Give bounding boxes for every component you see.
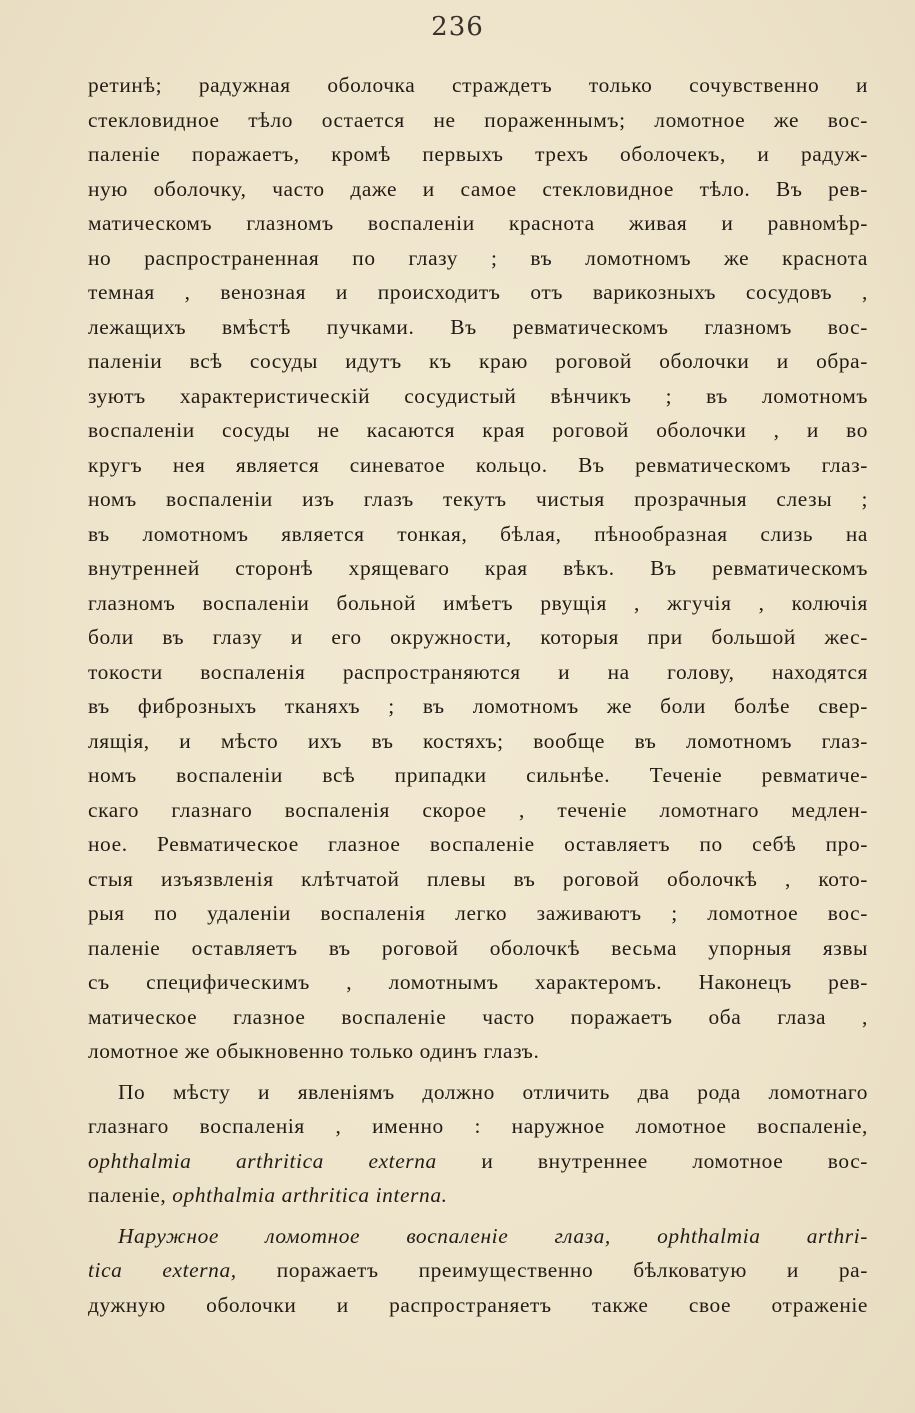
text-line: номъ воспаленіи всѣ припадки сильнѣе. Теченіе ревматиче-: [88, 763, 868, 787]
text-line: стыя изъязвленія клѣтчатой плевы въ роговой оболочкѣ , кото-: [88, 866, 868, 891]
text-line: ломотное же обыкновенно только одинъ глазъ.: [88, 1039, 540, 1063]
text-line: номъ воспаленіи изъ глазъ текутъ чистыя прозрачныя слезы ;: [88, 487, 868, 511]
text-line: ретинѣ; радужная оболочка страждетъ только сочувственно и: [88, 73, 868, 97]
text-segment: и внутреннее ломотное вос-: [436, 1148, 869, 1173]
text-line: токости воспаленія распространяются и на голову, находятся: [88, 659, 868, 684]
text-line: паленіи всѣ сосуды идутъ къ краю роговой оболочки и обра-: [88, 349, 868, 373]
text-line: въ фиброзныхъ тканяхъ ; въ ломотномъ же боли болѣе свер-: [88, 694, 868, 718]
text-line: матическомъ глазномъ воспаленіи краснота живая и равномѣр-: [88, 211, 868, 235]
text-line: ную оболочку, часто даже и самое стекловидное тѣло. Въ рев-: [88, 176, 868, 201]
text-line: кругъ нея является синеватое кольцо. Въ ревматическомъ глаз-: [88, 452, 868, 477]
text-line: лящія, и мѣсто ихъ въ костяхъ; вообще въ ломотномъ глаз-: [88, 728, 868, 753]
text-line: рыя по удаленіи воспаленія легко заживаютъ ; ломотное вос-: [88, 901, 868, 925]
text-line: [88, 1178, 868, 1213]
text-segment: паленіе,: [88, 1183, 173, 1207]
text-segment: поражаетъ преимущественно бѣлковатую и ра-: [236, 1258, 868, 1282]
text-line: По мѣсту и явленіямъ должно отличить два рода ломотнаго: [118, 1079, 868, 1104]
text-line: [88, 1144, 868, 1179]
text-line: глазномъ воспаленіи больной имѣетъ рвущія , жгучія , колючія: [88, 590, 868, 615]
text-line: глазнаго воспаленія , именно : наружное ломотное воспаленіе,: [88, 1114, 868, 1138]
paragraph-2: [88, 1075, 868, 1213]
text-line: воспаленіи сосуды не касаются края роговой оболочки , и во: [88, 418, 868, 442]
text-line: съ специфическимъ , ломотнымъ характеромъ. Наконецъ рев-: [88, 970, 868, 994]
text-line: въ ломотномъ является тонкая, бѣлая, пѣнообразная слизь на: [88, 521, 868, 546]
latin-term: tica externa,: [88, 1258, 237, 1282]
text-line: матическое глазное воспаленіе часто поражаетъ оба глаза ,: [88, 1004, 868, 1029]
page-number: 236: [431, 12, 484, 42]
text-line: ное. Ревматическое глазное воспаленіе оставляетъ по себѣ про-: [88, 832, 868, 856]
text-line: паленіе оставляетъ въ роговой оболочкѣ весьма упорныя язвы: [88, 935, 868, 960]
text-line: но распространенная по глазу ; въ ломотномъ же краснота: [88, 245, 868, 270]
paragraph-1: [88, 68, 868, 1069]
paragraph-3: [88, 1219, 868, 1323]
section-heading-line: Наружное ломотное воспаленіе глаза, ophthalmia arthri-: [118, 1223, 868, 1248]
text-line: темная , венозная и происходитъ отъ варикозныхъ сосудовъ ,: [88, 280, 868, 304]
text-line: дужную оболочки и распространяетъ также свое отраженіе: [88, 1292, 868, 1317]
text-line: боли въ глазу и его окружности, которыя при большой жес-: [88, 625, 868, 649]
text-line: зуютъ характеристическій сосудистый вѣнчикъ ; въ ломотномъ: [88, 383, 868, 408]
text-line: паленіе поражаетъ, кромѣ первыхъ трехъ оболочекъ, и радуж-: [88, 142, 868, 166]
latin-term: ophthalmia arthritica interna.: [172, 1183, 448, 1207]
latin-term: ophthalmia arthritica externa: [88, 1148, 437, 1173]
body-text: [88, 68, 868, 1322]
text-line: [88, 1253, 868, 1288]
text-line: лежащихъ вмѣстѣ пучками. Въ ревматическомъ глазномъ вос-: [88, 314, 868, 339]
text-line: внутренней сторонѣ хрящеваго края вѣкъ. Въ ревматическомъ: [88, 556, 868, 580]
text-line: скаго глазнаго воспаленія скорое , теченіе ломотнаго медлен-: [88, 797, 868, 822]
text-line: стекловидное тѣло остается не пораженнымъ; ломотное же вос-: [88, 107, 868, 132]
